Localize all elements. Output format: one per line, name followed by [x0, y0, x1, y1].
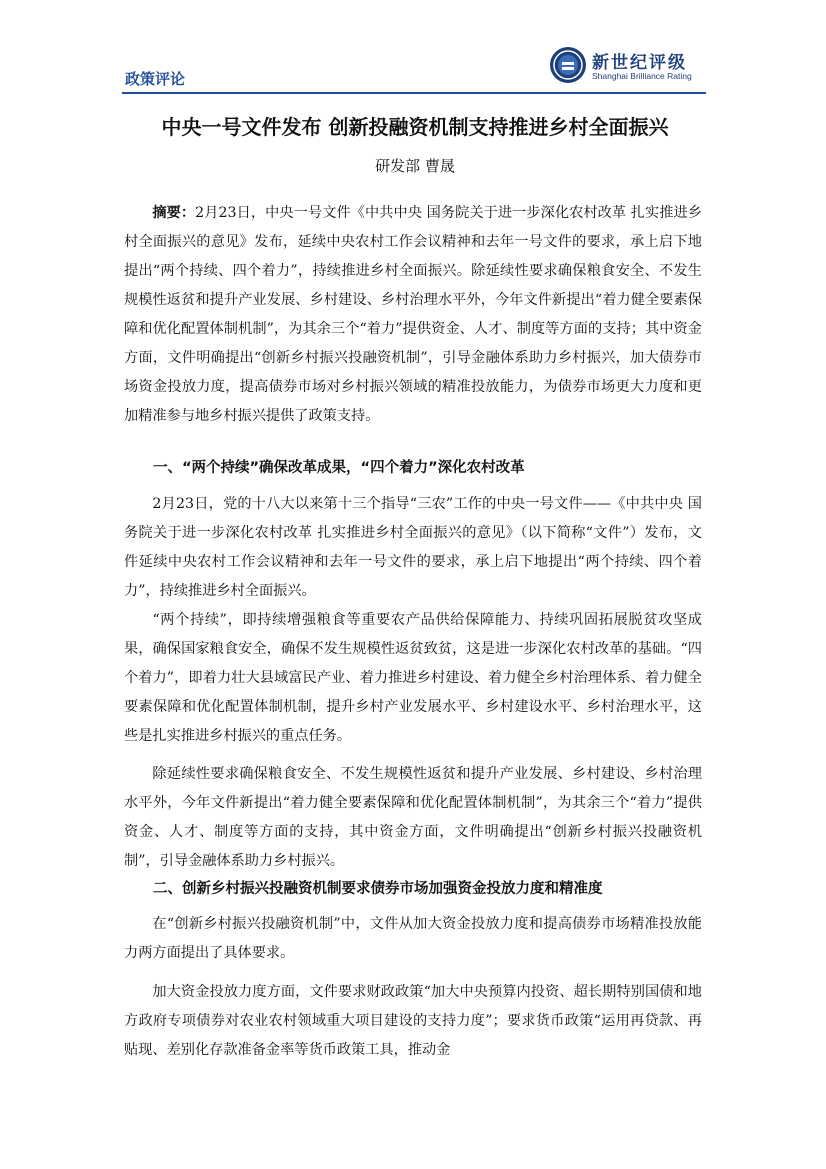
body-paragraph-2: “两个持续”，即持续增强粮食等重要农产品供给保障能力、持续巩固拓展脱贫攻坚成果，确保国家粮食安全，确保不发生规模性返贫致贫，这是进一步深化农村改革的基础。“四个着力”，即着力壮大县域富民产业、着力推进乡村建设、着力健全乡村治理体系、着力健全要素保障和优化配置体制机制，提升乡村产业发展水平、乡村建设水平、乡村治理水平，这些是扎实推进乡村振兴的重点任务。	[124, 612, 702, 744]
abstract-paragraph	[124, 199, 702, 431]
brand-name-en: Shanghai Brilliance Rating	[592, 71, 692, 81]
abstract-text: 2月23日，中央一号文件《中共中央 国务院关于进一步深化农村改革 扎实推进乡村全面振兴的意见》发布，延续中央农村工作会议精神和去年一号文件的要求，承上启下地提出“两个持续、四个着力”，持续推进乡村全面振兴。除延续性要求确保粮食安全、不发生规模性返贫和提升产业发展、乡村建设、乡村治理水平外，今年文件新提出“着力健全要素保障和优化配置体制机制”，为其余三个“着力”提供资金、人才、制度等方面的支持；其中资金方面，文件明确提出“创新乡村振兴投融资机制”，引导金融体系助力乡村振兴，加大债券市场资金投放力度，提高债券市场对乡村振兴领域的精准投放能力，为债券市场更大力度和更加精准参与地乡村振兴提供了政策支持。	[124, 205, 702, 424]
brand-logo-icon	[549, 46, 587, 84]
body-paragraph-5: 加大资金投放力度方面，文件要求财政政策“加大中央预算内投资、超长期特别国债和地方政府专项债券对农业农村领域重大项目建设的支持力度”；要求货币政策“运用再贷款、再贴现、差别化存款准备金率等货币政策工具，推动金	[124, 984, 702, 1058]
abstract-label: 摘要：	[152, 205, 196, 221]
body-paragraph-3: 除延续性要求确保粮食安全、不发生规模性返贫和提升产业发展、乡村建设、乡村治理水平外，今年文件新提出“着力健全要素保障和优化配置体制机制”，为其余三个“着力”提供资金、人才、制度等方面的支持，其中资金方面，文件明确提出“创新乡村振兴投融资机制”，引导金融体系助力乡村振兴。	[124, 766, 702, 869]
article-title: 中央一号文件发布 创新投融资机制支持推进乡村全面振兴	[161, 115, 669, 139]
body-paragraph-4: 在“创新乡村振兴投融资机制”中，文件从加大资金投放力度和提高债券市场精准投放能力两方面提出了具体要求。	[124, 916, 702, 961]
brand-name-cn: 新世纪评级	[592, 53, 687, 73]
section-heading-1: 一、“两个持续”确保改革成果，“四个着力”深化农村改革	[153, 460, 525, 476]
section-heading-2: 二、创新乡村振兴投融资机制要求债券市场加强资金投放力度和精准度	[153, 881, 603, 897]
section-label: 政策评论	[125, 70, 186, 88]
header-divider	[122, 92, 706, 94]
article-author: 研发部 曹晟	[375, 157, 455, 175]
body-paragraph-1: 2月23日，党的十八大以来第十三个指导“三农”工作的中央一号文件——《中共中央 国务院关于进一步深化农村改革 扎实推进乡村全面振兴的意见》（以下简称“文件”）发布，文件延续中央农村工作会议精神和去年一号文件的要求，承上启下地提出“两个持续、四个着力”，持续推进乡村全面振兴。	[124, 496, 702, 599]
